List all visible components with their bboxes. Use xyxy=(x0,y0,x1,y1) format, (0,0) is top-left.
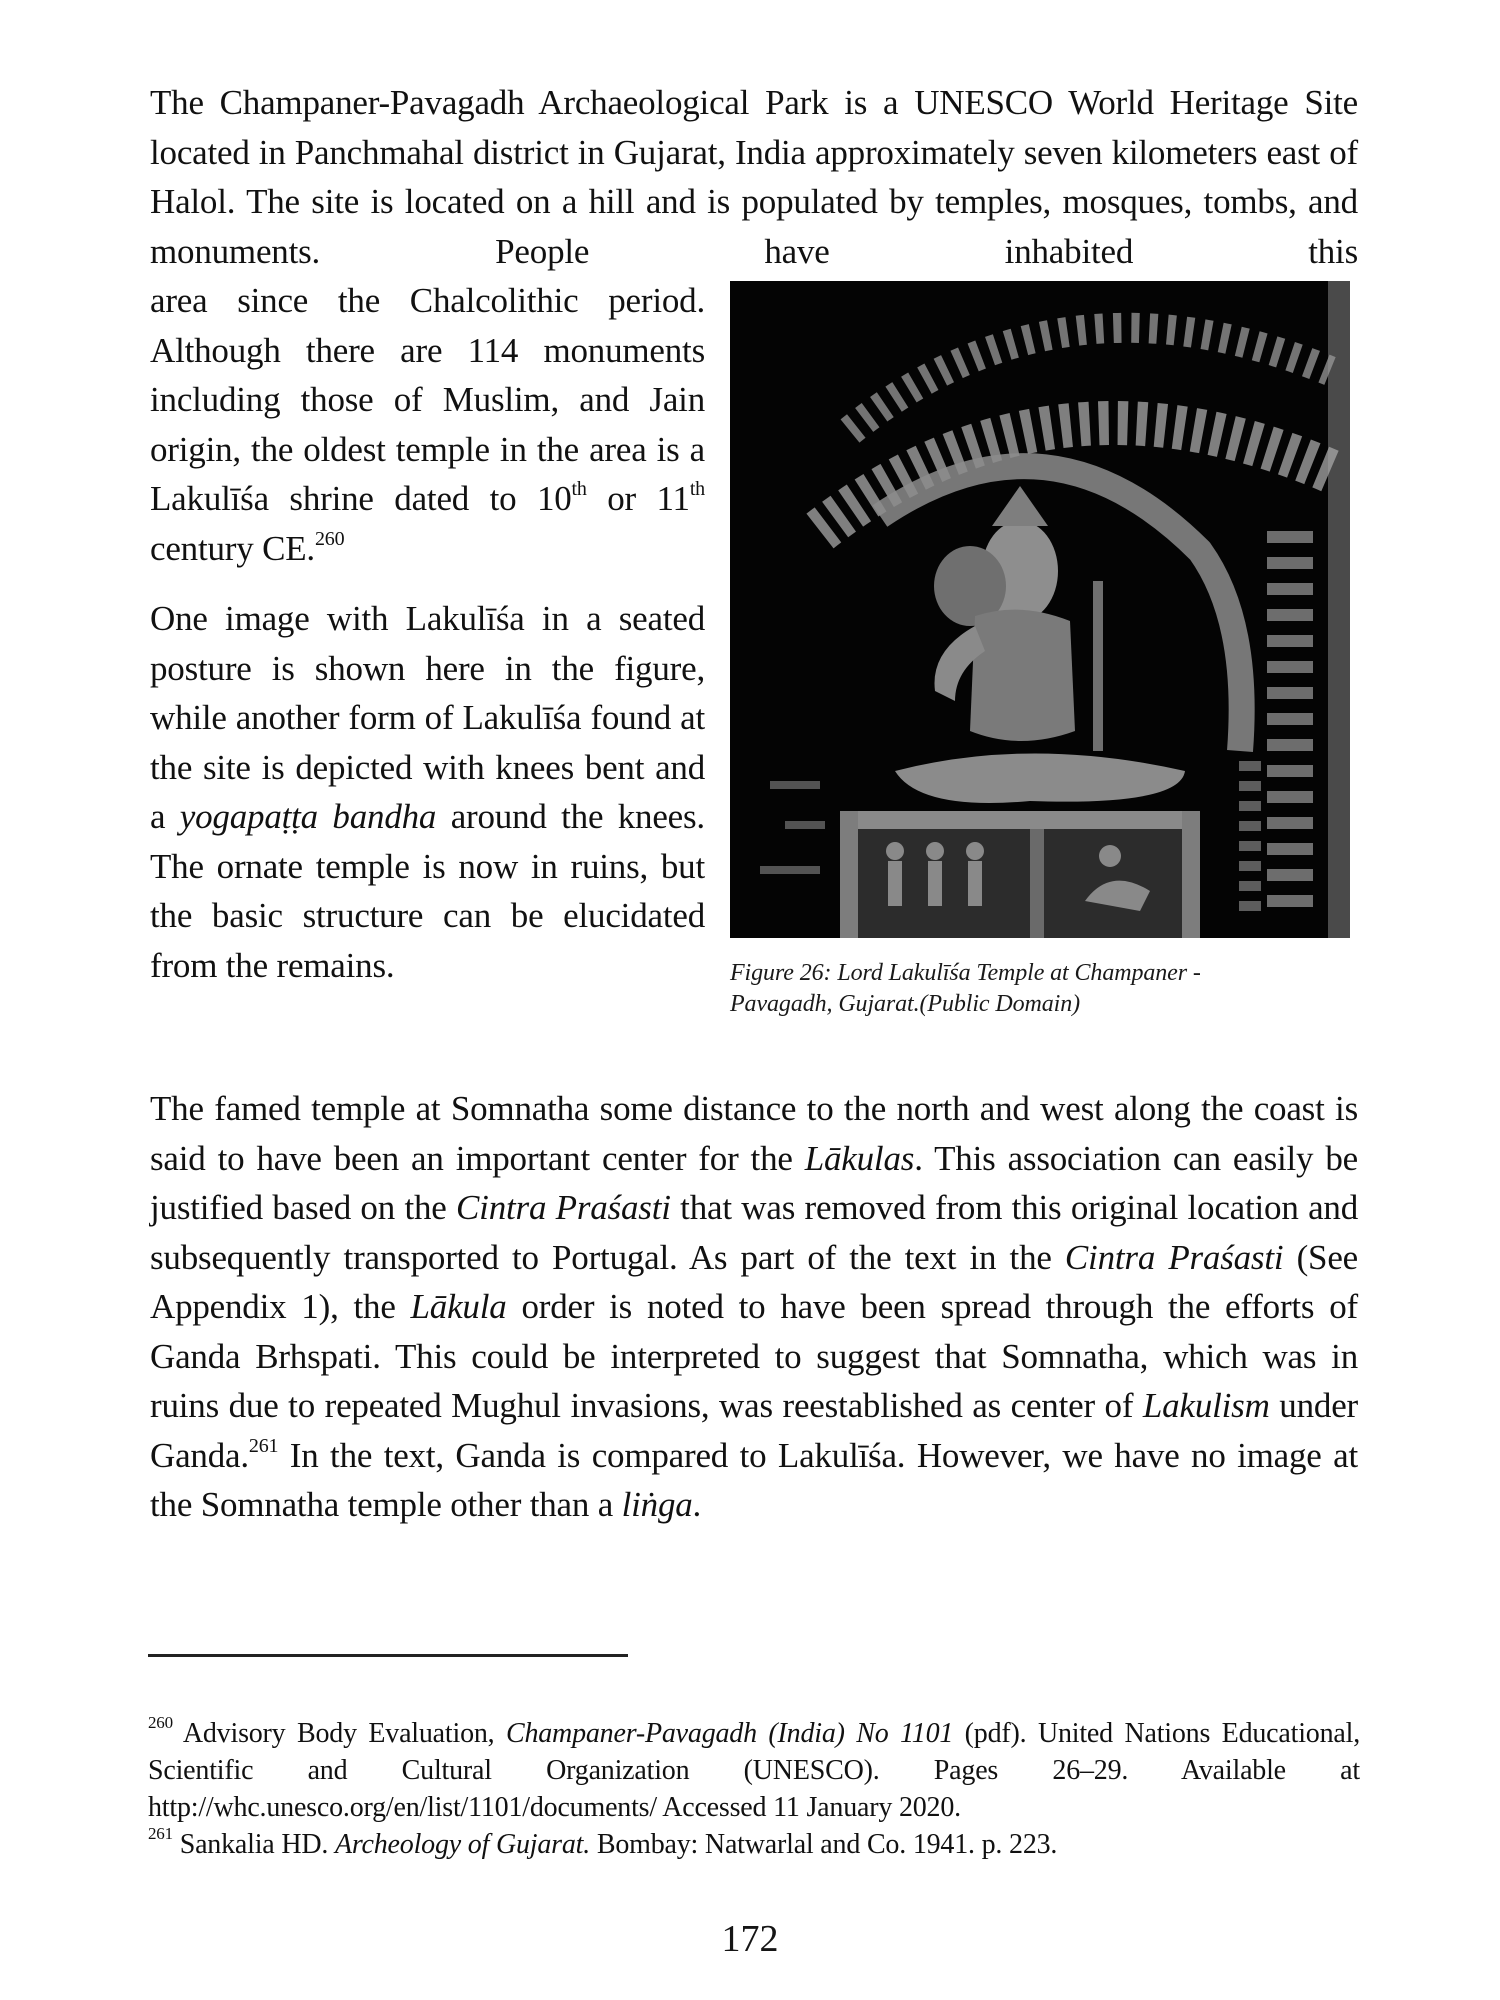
ordinal-superscript: th xyxy=(571,478,587,501)
italic-term: Lākulas xyxy=(804,1138,915,1178)
paragraph-intro-text: The Champaner-Pavagadh Archaeological Park is a UNESCO World Heritage Site located in Panchmahal district in Gujarat, India approximately seven kilometers east of Halol. The site is located on a hill and is populated by temples, mosques, tombs, and monuments. People have inhabited this xyxy=(150,83,1358,271)
footnote-text: Advisory Body Evaluation, xyxy=(172,1718,506,1749)
paragraph-seated-image xyxy=(150,594,705,990)
paragraph-monuments-text-end: century CE. xyxy=(150,528,315,568)
text-run: . This association can easily be justified based on the xyxy=(150,1138,1359,1227)
footnote-261 xyxy=(148,1823,1360,1863)
page-body xyxy=(150,78,1358,1530)
paragraph-monuments-text-mid: or 11 xyxy=(586,479,690,518)
figure-caption xyxy=(730,958,1354,1020)
footnote-text: (pdf). United Nations Educational, Scientific and Cultural Organization (UNESCO). Pages 26–29. Available at http://whc.unesco.org/en/list/1101/documents/ Accessed 11 January 2020. xyxy=(148,1718,1360,1823)
left-text-column xyxy=(150,276,705,990)
text-run: order is noted to have been spread through the efforts of Ganda Brhspati. This could be interpreted to suggest that Somnatha, which was in ruins due to repeated Mughul invasions, was reestablished as center of xyxy=(150,1287,1358,1425)
italic-term: Lakulism xyxy=(1142,1386,1270,1425)
footnote-ref-261[interactable]: 261 xyxy=(248,1434,279,1457)
text-with-figure xyxy=(150,276,1358,1068)
paragraph-monuments-text: area since the Chalcolithic period. Although there are 114 monuments including those of Muslim, and Jain origin, the oldest temple in the area is a Lakulīśa shrine dated to 10 xyxy=(150,281,705,518)
footnote-260 xyxy=(148,1712,1360,1826)
footnotes-section xyxy=(148,1712,1360,1863)
footnote-title: Archeology of Gujarat. xyxy=(334,1829,591,1860)
text-run: under Ganda. xyxy=(150,1386,1358,1475)
ordinal-superscript: th xyxy=(689,478,705,501)
temple-sculpture-photo xyxy=(730,281,1350,938)
paragraph-seated-text-end: around the knees. The ornate temple is now in ruins, but the basic structure can be elucidated from the remains. xyxy=(150,797,705,985)
text-run: . xyxy=(692,1485,702,1524)
footnote-ref-260[interactable]: 260 xyxy=(314,527,345,550)
footnote-number: 261 xyxy=(148,1823,173,1843)
footnote-number: 260 xyxy=(148,1712,173,1732)
footnote-text: Bombay: Natwarlal and Co. 1941. p. 223. xyxy=(590,1829,1058,1860)
figure-26 xyxy=(730,276,1354,1020)
sculpture-image-icon xyxy=(730,281,1350,938)
paragraph-intro xyxy=(150,78,1358,276)
italic-term: Cintra Praśasti xyxy=(1064,1237,1284,1277)
paragraph-seated-text: One image with Lakulīśa in a seated posture is shown here in the figure, while another form of Lakulīśa found at the site is depicted with knees bent and a xyxy=(150,599,705,836)
text-run: In the text, Ganda is compared to Lakulīśa. However, we have no image at the Somnatha temple other than a xyxy=(150,1435,1358,1524)
text-run: (See Appendix 1), the xyxy=(150,1237,1358,1326)
footnote-divider xyxy=(148,1654,628,1657)
italic-term: liṅga xyxy=(621,1485,693,1524)
text-run: The famed temple at Somnatha some distance to the north and west along the coast is said to have been an important center for the xyxy=(150,1089,1358,1178)
paragraph-monuments xyxy=(150,276,705,573)
italic-term: Cintra Praśasti xyxy=(456,1188,671,1227)
paragraph-somnatha xyxy=(150,1084,1358,1530)
figure-caption-line-1: Figure 26: Lord Lakulīśa Temple at Champaner - xyxy=(730,960,1201,986)
text-run: that was removed from this original location and subsequently transported to Portugal. As part of the text in the xyxy=(150,1188,1359,1277)
footnote-title: Champaner-Pavagadh (India) No 1101 xyxy=(505,1718,954,1749)
italic-term: Lākula xyxy=(410,1287,507,1326)
page-number: 172 xyxy=(721,1918,779,1960)
footnote-text: Sankalia HD. xyxy=(172,1829,335,1860)
figure-caption-line-2: Pavagadh, Gujarat.(Public Domain) xyxy=(730,991,1080,1017)
italic-term: yogapaṭṭa bandha xyxy=(179,797,437,836)
